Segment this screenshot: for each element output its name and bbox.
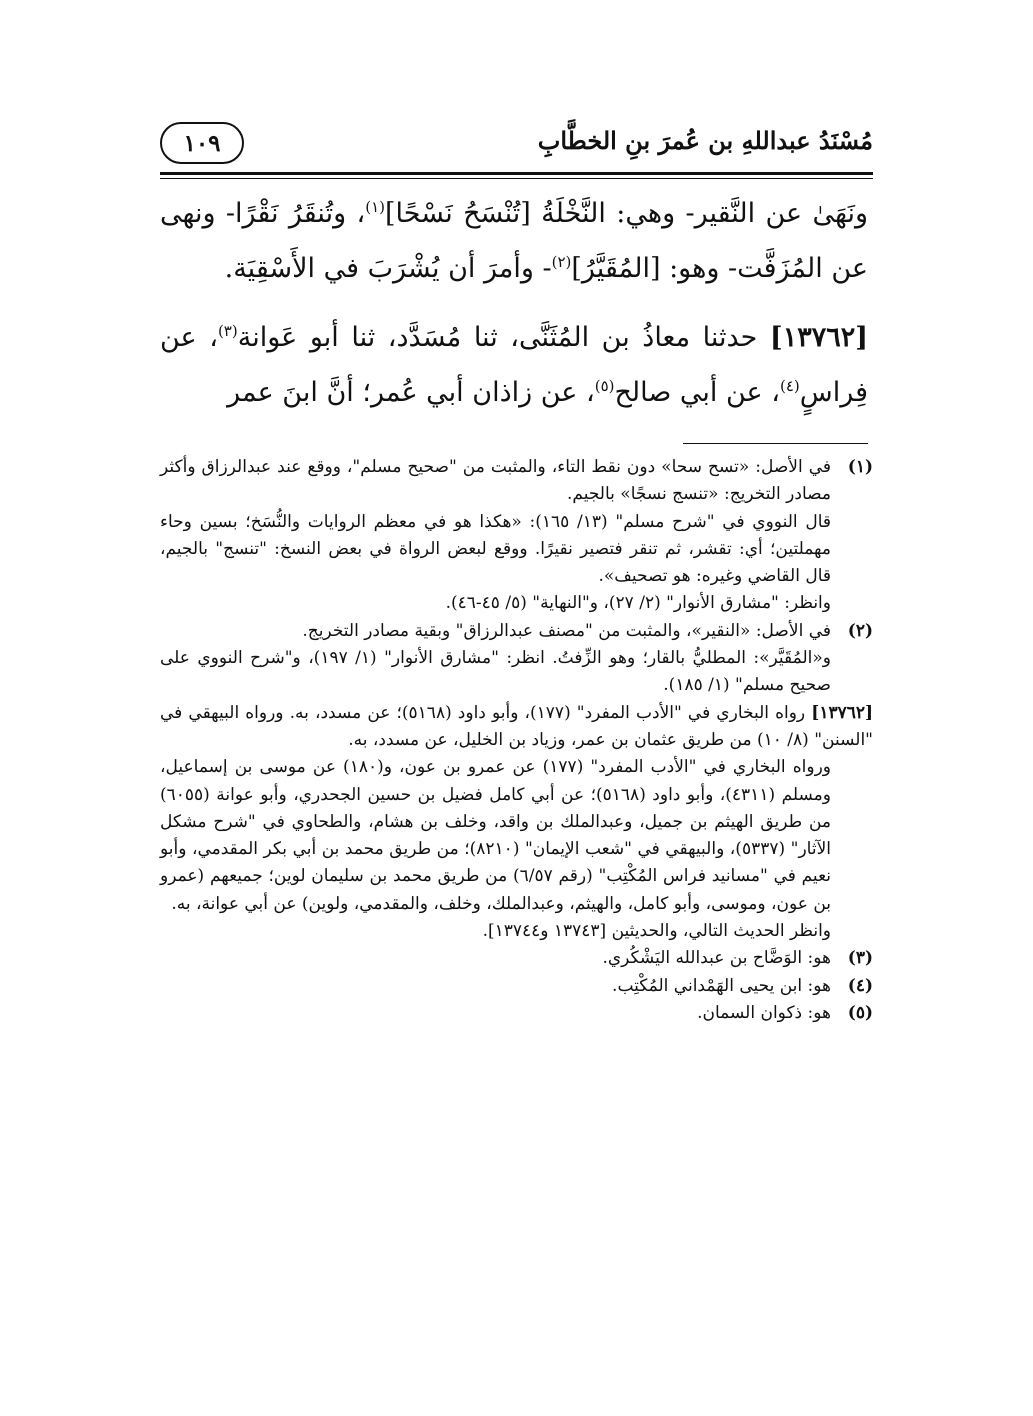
page-header <box>160 118 873 174</box>
main-paragraph: ونَهَىٰ عن النَّقير- وهي: النَّخْلَةُ [تُنْسَحُ نَسْحًا]$^{(١)}$، وتُنقَرُ نَقْرًا- ونهى عن المُزَفَّت- وهو: [المُقَيَّرُ]$^{(٢)}$- وأمرَ أن يُشْرَبَ في الأَسْقِيَة. <box>160 198 868 284</box>
footnote-5: (٥) هو: ذكوان السمان. <box>160 1000 873 1027</box>
header-rule-thick <box>160 172 873 175</box>
page-number: ١٠٩ <box>160 122 244 164</box>
footnote-1: (١) في الأصل: «تسح سحا» دون نقط التاء، والمثبت من "صحيح مسلم"، ووقع عند عبدالرزاق وأكثر مصادر التخريج: «تنسج نسجًا» بالجيم. قال النووي في "شرح مسلم" (١٣/ ١٦٥): «هكذا هو في معظم الروايات والنُّسَخ؛ بسين وحاء مهملتين؛ أي: تقشر، ثم تنقر فتصير نقيرًا. ووقع لبعض الرواة في بعض النسخ: "تنسج" بالجيم، قال القاضي وغيره: هو تصحيف». وانظر: "مشارق الأنوار" (٢/ ٢٧)، و"النهاية" (٥/ ٤٥-٤٦). <box>160 454 873 618</box>
header-rule-thin <box>160 178 873 179</box>
footnote-3: (٣) هو: الوَضَّاح بن عبدالله اليَشْكُري. <box>160 945 873 972</box>
footnote-number: (٢) <box>847 620 873 641</box>
hadith-paragraph: [١٣٧٦٢] حدثنا معاذُ بن المُثَنَّى، ثنا مُسَدَّد، ثنا أبو عَوانة$^{(٣)}$، عن فِراسٍ$^{(٤)}$، عن أبي صالح$^{(٥)}$، عن زاذان أبي عُمر؛ أنَّ ابنَ عمر <box>160 322 868 408</box>
footnote-ref: (٥) <box>594 377 615 395</box>
footnote-number: (٥) <box>847 1002 873 1023</box>
hadith-number: [١٣٧٦٢] <box>769 322 868 353</box>
footnote-ref: (٢) <box>551 253 572 271</box>
footnote-number: (٤) <box>847 975 873 996</box>
footnote-separator <box>683 443 868 444</box>
footnotes <box>160 454 873 1027</box>
running-title: مُسْنَدُ عبداللهِ بن عُمرَ بنِ الخطَّابِ <box>537 126 873 155</box>
footnote-ref: (٤) <box>779 377 800 395</box>
footnote-number: (١) <box>847 457 873 477</box>
footnote-number: (٣) <box>847 948 873 969</box>
footnote-ref: (١) <box>365 198 385 216</box>
footnote-ref: (٣) <box>217 322 238 340</box>
main-text <box>160 186 868 420</box>
footnote-2: (٢) في الأصل: «النقير»، والمثبت من "مصنف عبدالرزاق" وبقية مصادر التخريج. و«المُقَيَّر»: المطليُّ بالقار؛ وهو الزِّفتُ. انظر: "مشارق الأنوار" (١/ ١٩٧)، و"شرح النووي على صحيح مسلم" (١/ ١٨٥). <box>160 618 873 700</box>
footnote-4: (٤) هو: ابن يحيى الهَمْداني المُكْتِب. <box>160 973 873 1000</box>
footnote-number: [١٣٧٦٢] <box>811 702 874 723</box>
footnote-hadith: [١٣٧٦٢] رواه البخاري في "الأدب المفرد" (١٧٧)، وأبو داود (٥١٦٨)؛ عن مسدد، به. ورواه البيهقي في "السنن" (٨/ ١٠) من طريق عثمان بن عمر، وزياد بن الخليل، عن مسدد، به. ورواه البخاري في "الأدب المفرد" (١٧٧) عن عمرو بن عون، و(١٨٠) عن موسى بن إسماعيل، ومسلم (٤٣١١)، وأبو داود (٥١٦٨)؛ عن أبي كامل فضيل بن حسين الجحدري، وأبو عوانة (٦٠٥٥) من طريق الهيثم بن جميل، وعبدالملك بن واقد، وخلف بن هشام، والطحاوي في "شرح مشكل الآثار" (٥٣٣٧)، والبيهقي في "شعب الإيمان" (٨٢١٠)؛ من طريق محمد بن أبي بكر المقدمي، وأبو نعيم في "مسانيد فراس المُكْتِب" (رقم ٦/٥٧) من طريق محمد بن سليمان لوين؛ جميعهم (عمرو بن عون، وموسى، وأبو كامل، والهيثم، وعبدالملك، وخلف، والمقدمي، ولوين) عن أبي عوانة، به. وانظر الحديث التالي، والحديثين [١٣٧٤٣ و١٣٧٤٤]. <box>160 702 874 942</box>
